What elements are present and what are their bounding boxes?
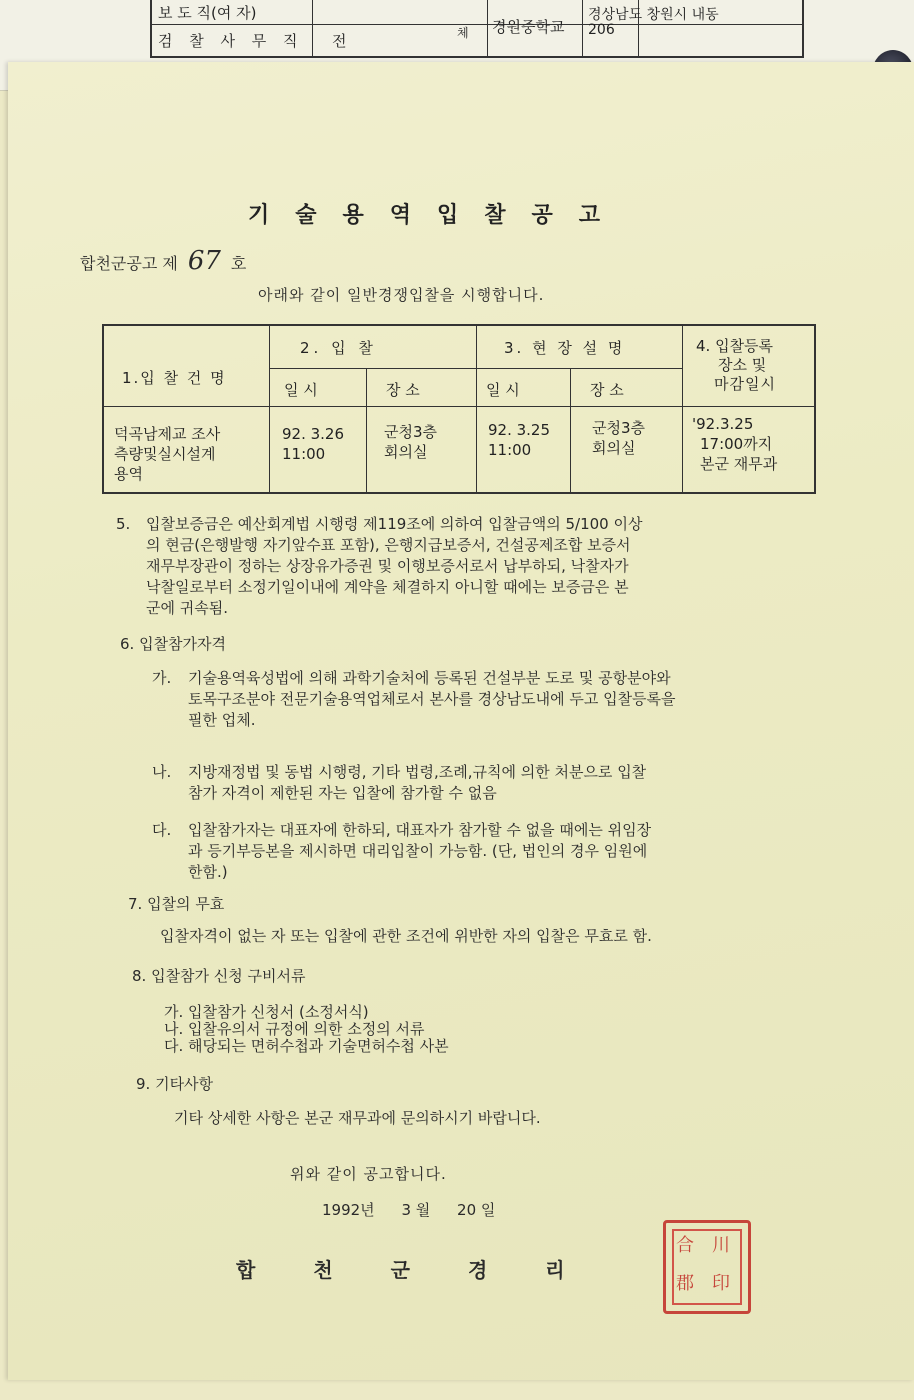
section5-number: 5. (116, 515, 131, 533)
top-row2-label: 검 찰 사 무 직 (158, 32, 304, 50)
top-table (150, 0, 804, 58)
bid-place-line1: 군청3층 (384, 423, 438, 441)
header-site-briefing: 3. 현 장 설 명 (504, 339, 626, 357)
section5-line: 군에 귀속됨. (146, 599, 228, 617)
section8-item: 다. 해당되는 면허수첩과 기술면허수첩 사본 (164, 1037, 449, 1055)
site-place-line2: 회의실 (592, 439, 636, 457)
header-registration-l1: 4. 입찰등록 (696, 337, 774, 355)
section6-c-marker: 다. (152, 821, 172, 839)
notice-number: 67 (187, 246, 221, 276)
header-bid-date: 일 시 (284, 381, 318, 399)
intro-text: 아래와 같이 일반경쟁입찰을 시행합니다. (258, 286, 545, 304)
registration-line1: '92.3.25 (692, 415, 754, 433)
closing-day: 20 일 (457, 1201, 496, 1219)
closing-statement: 위와 같이 공고합니다. (290, 1165, 447, 1183)
section6-a-marker: 가. (152, 669, 172, 687)
section6-b-line: 참가 자격이 제한된 자는 입찰에 참가할 수 없음 (188, 784, 497, 802)
document-title: 기술용역입찰공고 (248, 203, 627, 228)
header-registration-l2: 장소 및 (718, 356, 767, 374)
signature-authority: 합천군경리 (236, 1258, 623, 1282)
top-row2-status: 체 (457, 26, 469, 40)
section6-c-line: 한함.) (188, 863, 228, 881)
section6-a-line: 기술용역육성법에 의해 과학기술처에 등록된 건설부분 도로 및 공항분야와 (188, 669, 671, 687)
notice-prefix: 합천군공고 제 (80, 254, 178, 273)
header-bid: 2. 입 찰 (300, 339, 377, 357)
section6-a-line: 필한 업체. (188, 711, 256, 729)
top-row2-type: 전 (332, 32, 347, 50)
section5-line: 의 현금(은행발행 자기앞수표 포함), 은행지급보증서, 건설공제조합 보증서 (146, 536, 631, 554)
section5-line: 낙찰일로부터 소정기일이내에 계약을 체결하지 아니할 때에는 보증금은 본 (146, 578, 629, 596)
section6-b-line: 지방재정법 및 동법 시행령, 기타 법령,조례,규칙에 의한 처분으로 입찰 (188, 763, 647, 781)
bid-place-line2: 회의실 (384, 443, 428, 461)
section6-c-line: 입찰참가자는 대표자에 한하되, 대표자가 참가할 수 없을 때에는 위임장 (188, 821, 652, 839)
section6-title: 6. 입찰참가자격 (120, 635, 227, 653)
notice-suffix: 호 (230, 254, 247, 273)
bid-date-line2: 11:00 (282, 445, 326, 463)
closing-date (322, 1200, 495, 1221)
site-place-line1: 군청3층 (592, 419, 646, 437)
header-bid-name: 1.입 찰 건 명 (122, 369, 227, 387)
site-date-line1: 92. 3.25 (488, 421, 551, 439)
closing-year: 1992년 (322, 1201, 375, 1219)
section6-c-line: 과 등기부등본을 제시하면 대리입찰이 가능함. (단, 법인의 경우 임원에 (188, 842, 648, 860)
header-site-date: 일 시 (486, 381, 520, 399)
header-registration-l3: 마감일시 (714, 375, 776, 393)
site-date-line2: 11:00 (488, 441, 532, 459)
top-row1-label: 보 도 직(여 자) (158, 4, 257, 22)
top-address-line2: 206 (588, 22, 615, 38)
registration-line3: 본군 재무과 (700, 455, 778, 473)
top-address-line1: 경상남도 창원시 내동 (588, 7, 719, 23)
section5-line: 입찰보증금은 예산회계법 시행령 제119조에 의하여 입찰금액의 5/100 이상 (146, 515, 643, 533)
section7-title: 7. 입찰의 무효 (128, 895, 225, 913)
bid-date-line1: 92. 3.26 (282, 425, 345, 443)
official-seal: 合 川 郡 印 (663, 1220, 751, 1314)
section8-item: 나. 입찰유의서 규정에 의한 소정의 서류 (164, 1020, 425, 1038)
section6-b-marker: 나. (152, 763, 172, 781)
closing-month: 3 월 (401, 1201, 431, 1219)
notice-number-line (80, 246, 246, 276)
bid-name-line2: 측량및실시설계 (114, 445, 216, 463)
section7-text: 입찰자격이 없는 자 또는 입찰에 관한 조건에 위반한 자의 입찰은 무효로 함. (160, 927, 652, 945)
bid-name-line3: 용역 (114, 465, 143, 483)
section9-text: 기타 상세한 사항은 본군 재무과에 문의하시기 바랍니다. (174, 1109, 541, 1127)
header-site-place: 장 소 (590, 381, 624, 399)
registration-line2: 17:00까지 (700, 435, 773, 453)
section5-line: 재무부장관이 정하는 상장유가증권 및 이행보증서로서 납부하되, 낙찰자가 (146, 557, 629, 575)
header-bid-place: 장 소 (386, 381, 420, 399)
section8-title: 8. 입찰참가 신청 구비서류 (132, 967, 306, 985)
top-school: 경원중학교 (492, 18, 565, 36)
bid-name-line1: 덕곡남제교 조사 (114, 425, 221, 443)
section6-a-line: 토목구조분야 전문기술용역업체로서 본사를 경상남도내에 두고 입찰등록을 (188, 690, 676, 708)
section8-item: 가. 입찰참가 신청서 (소정서식) (164, 1003, 369, 1021)
section9-title: 9. 기타사항 (136, 1075, 214, 1093)
bid-table (102, 324, 816, 494)
